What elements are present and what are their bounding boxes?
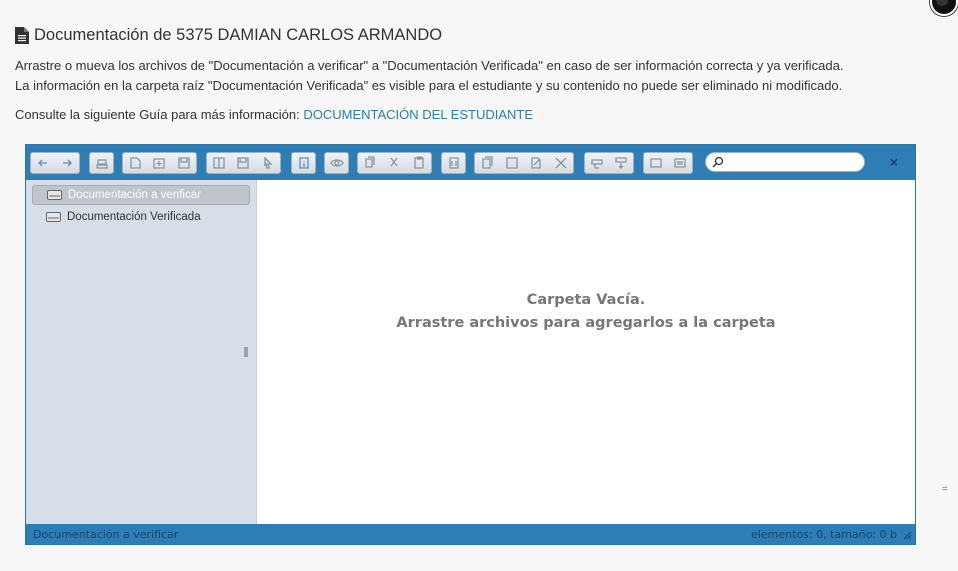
drive-icon	[46, 212, 61, 222]
toolbar-button-group	[30, 152, 80, 174]
toolbar-button-group	[441, 152, 466, 174]
empty-folder-message	[257, 289, 915, 335]
edge-marker: =	[942, 484, 948, 495]
instructions-line-2: La información en la carpeta raíz "Documentación Verificada" es visible para el estudiante y su contenido no puede ser eliminado ni modificado.	[15, 78, 843, 93]
dialog-close-button[interactable]	[930, 0, 958, 16]
document-icon	[15, 27, 29, 44]
copy-icon[interactable]	[362, 155, 378, 171]
toolbar-button-group	[643, 152, 693, 174]
preview-icon[interactable]	[329, 155, 345, 171]
folder-content-area[interactable]	[257, 180, 915, 524]
file-manager	[25, 144, 916, 545]
toolbar-button-group	[324, 152, 349, 174]
close-icon[interactable]: ×	[889, 154, 899, 170]
search-input[interactable]	[705, 152, 865, 172]
guide-link[interactable]: DOCUMENTACIÓN DEL ESTUDIANTE	[303, 107, 534, 122]
extract-icon[interactable]	[589, 155, 605, 171]
dialog-title-text: Documentación de 5375 DAMIAN CARLOS ARMANDO	[34, 25, 443, 44]
delete-icon[interactable]	[446, 155, 462, 171]
toolbar-button-group	[122, 152, 197, 174]
resize-handle[interactable]	[244, 347, 248, 357]
select-icon[interactable]	[260, 155, 276, 171]
instructions-line-1: Arrastre o mueva los archivos de "Documentación a verificar" a "Documentación Verificada" en caso de ser información correcta y ya verificada.	[15, 58, 844, 73]
tree-item-documentacion-verificada[interactable]	[32, 207, 250, 227]
edit-icon[interactable]	[528, 155, 544, 171]
toolbar-button-group	[291, 152, 316, 174]
guide-text: Consulte la siguiente Guía para más información:	[15, 107, 300, 122]
view-icons-icon[interactable]	[648, 155, 664, 171]
folder-tree	[26, 180, 257, 524]
download-icon[interactable]	[235, 155, 251, 171]
guide-line	[15, 106, 533, 124]
drive-icon	[47, 190, 62, 200]
mkdir-icon[interactable]	[151, 155, 167, 171]
archive-icon[interactable]	[613, 155, 629, 171]
toolbar-button-group	[206, 152, 281, 174]
back-icon[interactable]	[35, 155, 51, 171]
toolbar-button-group	[584, 152, 634, 174]
empty-line-2: Arrastre archivos para agregarlos a la carpeta	[396, 315, 776, 331]
rename-icon[interactable]	[504, 155, 520, 171]
duplicate-icon[interactable]	[479, 155, 495, 171]
save-icon[interactable]	[176, 155, 192, 171]
dialog-title	[15, 24, 442, 46]
tree-item-label: Documentación Verificada	[67, 211, 201, 223]
info-icon[interactable]	[296, 155, 312, 171]
home-icon[interactable]	[94, 155, 110, 171]
view-list-icon[interactable]	[672, 155, 688, 171]
cut-icon[interactable]	[386, 155, 402, 171]
status-path: Documentación a verificar	[33, 528, 179, 541]
status-bar	[26, 524, 915, 544]
file-manager-toolbar	[26, 145, 915, 181]
tree-item-label: Documentación a verificar	[68, 189, 201, 201]
paste-icon[interactable]	[411, 155, 427, 171]
toolbar-button-group	[89, 152, 114, 174]
reload-icon[interactable]	[127, 155, 143, 171]
resize-grip-icon[interactable]	[903, 531, 912, 540]
toolbar-button-group	[474, 152, 574, 174]
tree-item-documentacion-a-verificar[interactable]	[32, 185, 250, 205]
toolbar-button-group	[357, 152, 432, 174]
instructions	[15, 56, 843, 96]
open-icon[interactable]	[211, 155, 227, 171]
search-icon	[712, 156, 724, 168]
status-size: elementos: 0, tamaño: 0 b	[751, 528, 897, 541]
resize-icon[interactable]	[553, 155, 569, 171]
empty-line-1: Carpeta Vacía.	[526, 292, 646, 308]
forward-icon[interactable]	[59, 155, 75, 171]
